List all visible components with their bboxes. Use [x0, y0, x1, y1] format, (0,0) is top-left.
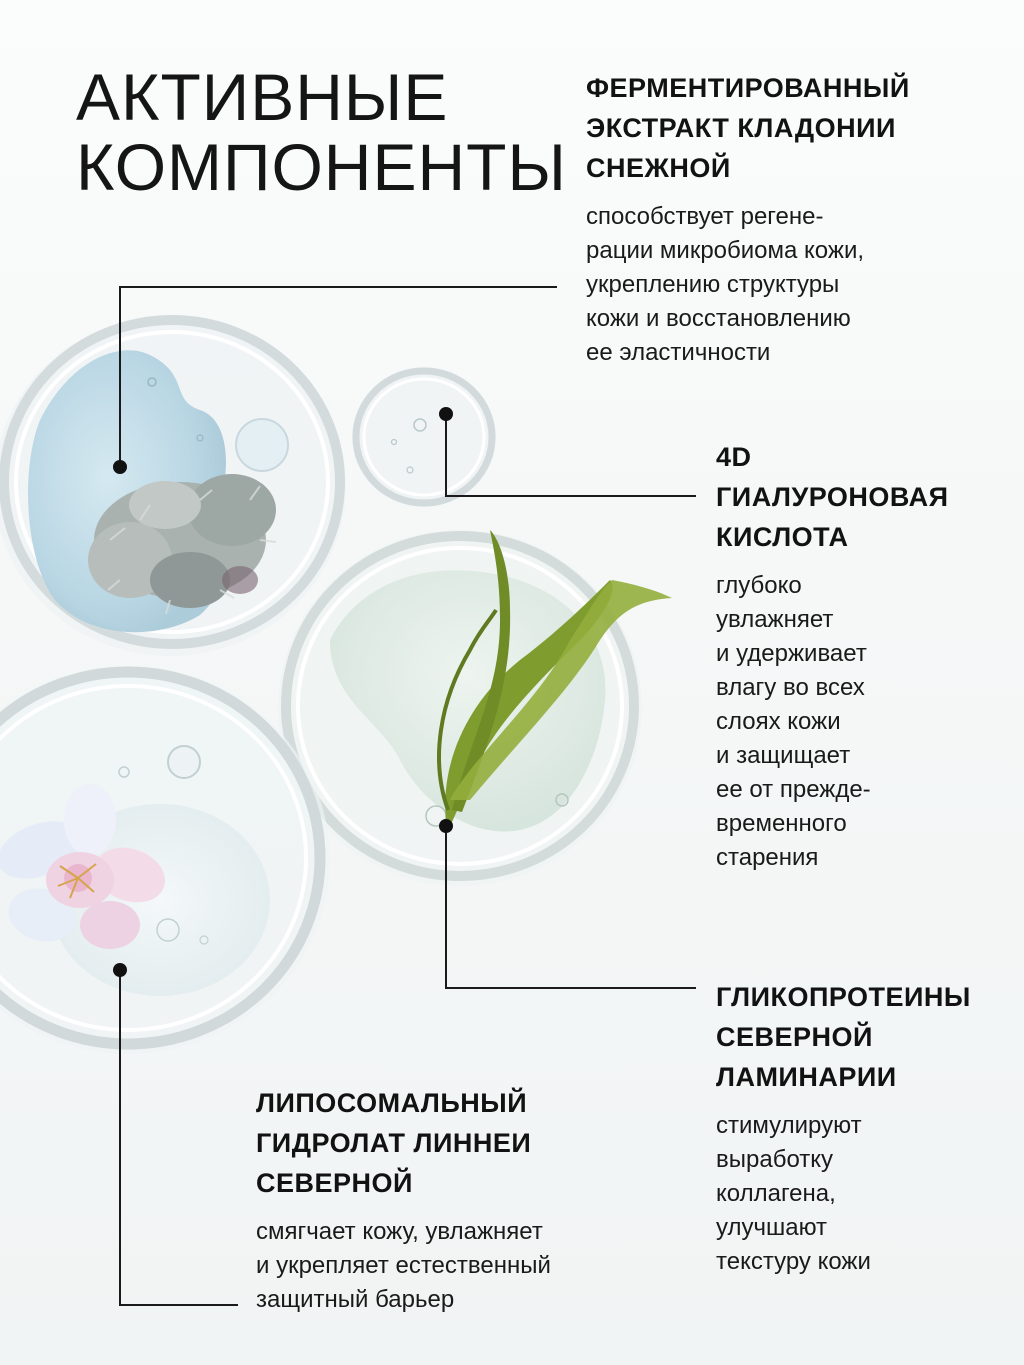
desc-line: и удерживает	[716, 640, 867, 667]
desc-line: ее эластичности	[586, 339, 771, 366]
desc-line: слоях кожи	[716, 708, 841, 735]
desc-line: и защищает	[716, 742, 851, 769]
name-line: ФЕРМЕНТИРОВАННЫЙ	[586, 73, 910, 103]
name-line: ГИДРОЛАТ ЛИННЕИ	[256, 1128, 532, 1158]
desc-line: временного	[716, 810, 847, 837]
desc-line: стимулируют	[716, 1112, 862, 1139]
desc-line: увлажняет	[716, 606, 834, 633]
component-name	[716, 437, 1016, 557]
petri-dish-hyaluronic	[352, 367, 496, 507]
desc-line: влагу во всех	[716, 674, 865, 701]
desc-line: выработку	[716, 1146, 834, 1173]
marker-dot-linnaea	[113, 963, 127, 977]
petri-dish-lichen	[0, 316, 346, 656]
desc-line: кожи и восстановлению	[586, 305, 851, 332]
name-line: ЭКСТРАКТ КЛАДОНИИ	[586, 113, 896, 143]
component-cladonia	[586, 68, 1006, 370]
name-line: СНЕЖНОЙ	[586, 153, 731, 183]
desc-line: глубоко	[716, 572, 802, 599]
component-name	[256, 1083, 656, 1203]
component-name	[716, 977, 1016, 1097]
desc-line: текстуру кожи	[716, 1248, 871, 1275]
name-line: КИСЛОТА	[716, 522, 849, 552]
component-laminaria	[716, 977, 1016, 1279]
component-description	[716, 1109, 1016, 1279]
desc-line: укреплению структуры	[586, 271, 840, 298]
name-line: СЕВЕРНОЙ	[716, 1022, 873, 1052]
component-description	[716, 569, 1016, 875]
desc-line: способствует регене-	[586, 203, 824, 230]
page-title	[76, 62, 567, 202]
petri-dish-laminaria	[278, 530, 672, 886]
desc-line: коллагена,	[716, 1180, 836, 1207]
component-linnaea	[256, 1083, 656, 1317]
name-line: СЕВЕРНОЙ	[256, 1168, 413, 1198]
marker-dot-hyaluronic	[439, 407, 453, 421]
name-line: ЛАМИНАРИИ	[716, 1062, 897, 1092]
name-line: ГИАЛУРОНОВАЯ	[716, 482, 949, 512]
desc-line: улучшают	[716, 1214, 828, 1241]
component-description	[256, 1215, 656, 1317]
component-name	[586, 68, 1006, 188]
name-line: ЛИПОСОМАЛЬНЫЙ	[256, 1088, 528, 1118]
desc-line: рации микробиома кожи,	[586, 237, 865, 264]
desc-line: защитный барьер	[256, 1286, 455, 1313]
marker-dot-laminaria	[439, 819, 453, 833]
marker-dot-lichen	[113, 460, 127, 474]
component-hyaluronic-acid	[716, 437, 1016, 875]
desc-line: смягчает кожу, увлажняет	[256, 1218, 543, 1245]
component-description	[586, 200, 1006, 370]
desc-line: ее от прежде-	[716, 776, 871, 803]
title-line-1: АКТИВНЫЕ	[76, 60, 449, 134]
desc-line: старения	[716, 844, 819, 871]
name-line: 4D	[716, 442, 752, 472]
desc-line: и укрепляет естественный	[256, 1252, 551, 1279]
name-line: ГЛИКОПРОТЕИНЫ	[716, 982, 971, 1012]
title-line-2: КОМПОНЕНТЫ	[76, 130, 567, 204]
